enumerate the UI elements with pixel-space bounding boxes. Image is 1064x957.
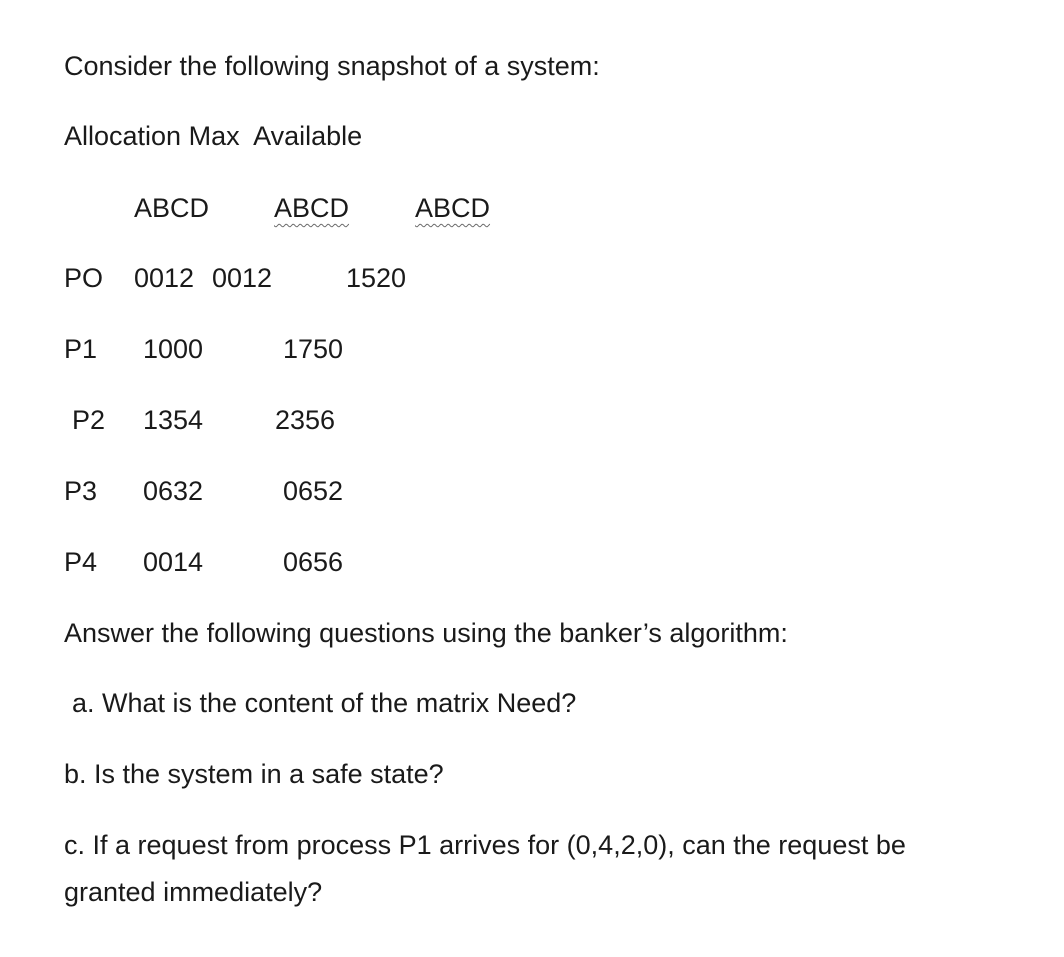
allocation-value: 0012 — [134, 263, 195, 293]
allocation-column-header: ABCD — [134, 193, 210, 223]
max-value: 0012 — [212, 263, 273, 293]
allocation-value: 1354 — [143, 405, 204, 435]
max-value: 0652 — [283, 476, 344, 506]
allocation-value: 1000 — [143, 334, 204, 364]
allocation-value: 0014 — [143, 547, 204, 577]
process-label: P4 — [64, 547, 98, 577]
question-c-line-2: granted immediately? — [64, 877, 323, 907]
question-a: a. What is the content of the matrix Need? — [72, 688, 577, 718]
process-label: P3 — [64, 476, 98, 506]
max-value: 1750 — [283, 334, 344, 364]
allocation-value: 0632 — [143, 476, 204, 506]
question-c-line-1: c. If a request from process P1 arrives for (0,4,2,0), can the request be — [64, 830, 906, 860]
available-value: 1520 — [346, 263, 407, 293]
question-b: b. Is the system in a safe state? — [64, 759, 444, 789]
process-label: P1 — [64, 334, 98, 364]
max-column-header: ABCD — [274, 193, 350, 223]
available-column-header: ABCD — [415, 193, 491, 223]
process-label: P2 — [72, 405, 106, 435]
max-value: 0656 — [283, 547, 344, 577]
instruction-text: Answer the following questions using the banker’s algorithm: — [64, 618, 788, 648]
section-header: Allocation Max Available — [64, 121, 363, 151]
max-value: 2356 — [275, 405, 336, 435]
intro-text: Consider the following snapshot of a system: — [64, 51, 600, 81]
process-label: PO — [64, 263, 104, 293]
